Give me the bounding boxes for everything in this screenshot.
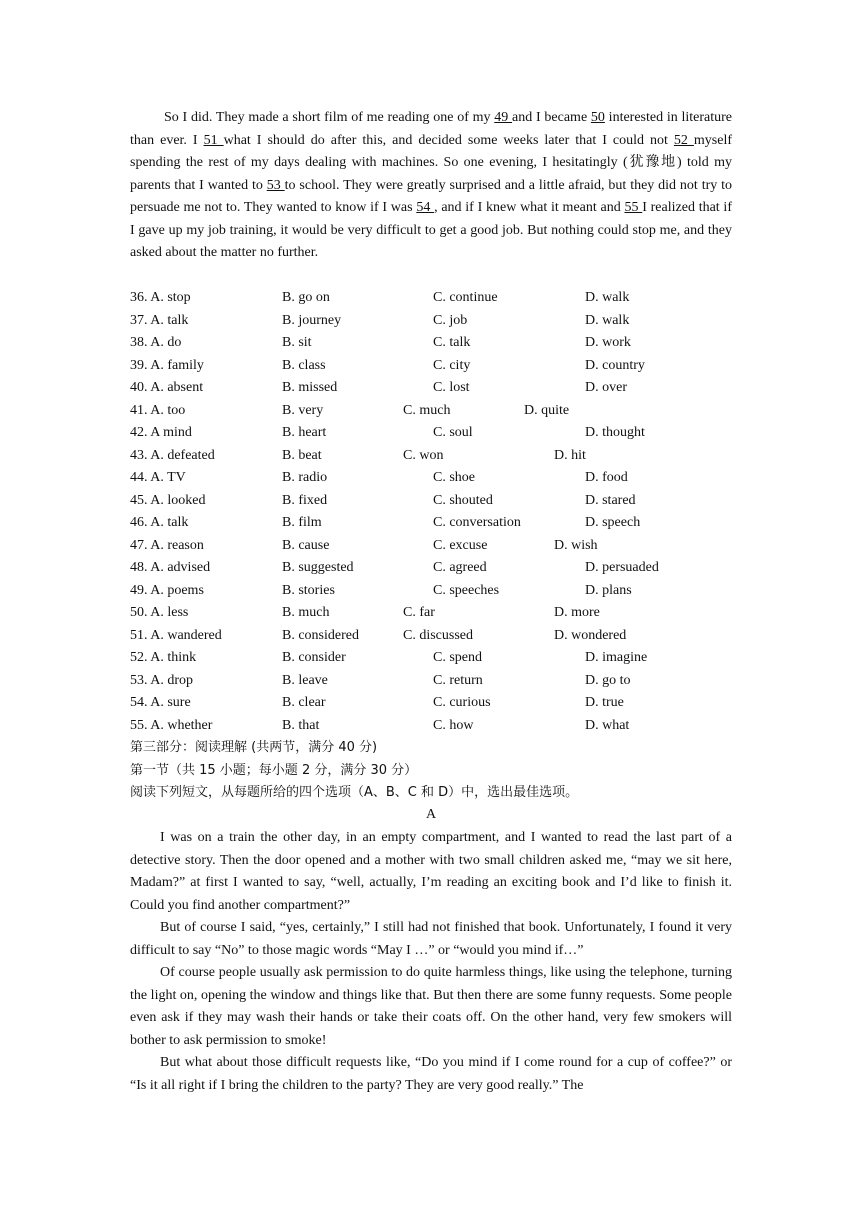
reading-paragraph-3: Of course people usually ask permission to do quite harmless things, like using the telephone, turning the light on, opening the window and things like that. But then there are some funny requests. Some people even ask if they may wash their hands or take their coats off. On the other hand, very few smokers will bother to ask permission to smoke! — [130, 965, 732, 1048]
option-a: 55. A. whether — [130, 717, 213, 733]
passage-text: myself spending the rest of my days dealing with machines. So one evening, I hesitatingly (犹豫地) told my parents that I wanted to — [130, 132, 733, 193]
option-a: 42. A mind — [130, 425, 192, 440]
part-three-heading: 第三部分：阅读理解 (共两节，满分 40 分) — [130, 740, 378, 755]
question-row — [130, 377, 750, 400]
option-b: B. suggested — [282, 560, 354, 575]
option-d: D. work — [585, 335, 631, 350]
option-b: B. fixed — [282, 492, 328, 508]
question-row — [130, 422, 750, 445]
option-b: B. radio — [282, 470, 328, 485]
option-d: D. quite — [524, 402, 570, 418]
question-row — [130, 355, 750, 378]
option-d: D. speech — [585, 515, 641, 530]
option-c: C. return — [433, 672, 483, 688]
option-b: B. leave — [282, 672, 328, 688]
option-a: 51. A. wandered — [130, 627, 222, 643]
option-c: C. won — [403, 447, 444, 463]
option-a: 53. A. drop — [130, 672, 193, 688]
section-one-heading: 第一节（共 15 小题；每小题 2 分，满分 30 分） — [130, 762, 418, 778]
option-c: C. how — [433, 717, 474, 733]
option-a: 39. A. family — [130, 357, 204, 373]
option-c: C. much — [403, 402, 451, 418]
option-b: B. class — [282, 357, 326, 373]
option-c: C. soul — [433, 425, 473, 440]
option-c: C. spend — [433, 650, 482, 665]
option-c: C. far — [403, 605, 435, 620]
option-a: 43. A. defeated — [130, 447, 215, 463]
option-d: D. over — [585, 380, 627, 395]
blank-50: 50 — [590, 110, 605, 125]
reading-passage — [130, 827, 732, 1097]
instructions-text: 阅读下列短文，从每题所给的四个选项（A、B、C 和 D）中，选出最佳选项。 — [130, 785, 579, 800]
question-row — [130, 557, 750, 580]
option-a: 46. A. talk — [130, 515, 189, 530]
option-c: C. talk — [433, 335, 471, 350]
option-b: B. film — [282, 515, 322, 530]
option-b: B. go on — [282, 290, 330, 305]
passage-text: So I did. They made a short film of me reading one of my — [164, 110, 495, 125]
option-c: C. shouted — [433, 492, 493, 508]
option-d: D. wondered — [554, 627, 627, 643]
passage-text: , and if I knew what it meant and — [434, 200, 625, 215]
passage-label: A — [425, 807, 437, 822]
option-a: 40. A. absent — [130, 380, 204, 395]
option-d: D. walk — [585, 312, 630, 328]
blank-52: 52 — [673, 132, 694, 148]
option-d: D. stared — [585, 492, 636, 508]
option-d: D. persuaded — [585, 560, 659, 575]
option-d: D. true — [585, 695, 624, 710]
question-row — [130, 580, 750, 603]
option-d: D. wish — [554, 537, 598, 553]
passage-text: I realized that if I gave up my job training, it would be very difficult to get a good job. But nothing could stop me, and they asked about the matter no further. — [130, 200, 732, 260]
option-c: C. excuse — [433, 537, 488, 553]
option-c: C. conversation — [433, 515, 521, 530]
section-header — [130, 737, 750, 805]
passage-text: and I became — [512, 110, 591, 125]
question-row — [130, 332, 750, 355]
options-list — [130, 287, 750, 737]
option-a: 52. A. think — [130, 650, 197, 665]
question-row — [130, 715, 750, 738]
cloze-paragraph — [130, 107, 732, 265]
option-a: 36. A. stop — [130, 290, 191, 305]
question-row — [130, 467, 750, 490]
option-b: B. that — [282, 717, 320, 733]
passage-text: interested in literature than ever. I — [130, 110, 733, 148]
option-c: C. lost — [433, 380, 470, 395]
blank-55: 55 — [624, 200, 643, 215]
option-b: B. missed — [282, 380, 338, 395]
question-row — [130, 400, 750, 423]
option-a: 37. A. talk — [130, 312, 189, 328]
question-row — [130, 310, 750, 333]
question-row — [130, 602, 750, 625]
option-a: 44. A. TV — [130, 470, 186, 485]
option-a: 38. A. do — [130, 335, 182, 350]
option-a: 47. A. reason — [130, 537, 204, 553]
option-b: B. consider — [282, 650, 346, 665]
option-c: C. speeches — [433, 582, 500, 598]
question-row — [130, 647, 750, 670]
question-row — [130, 670, 750, 693]
option-d: D. what — [585, 717, 630, 733]
blank-54: 54 — [416, 200, 435, 215]
blank-49: 49 — [494, 110, 513, 125]
option-b: B. considered — [282, 627, 359, 643]
passage-text: what I should do after this, and decided some weeks later that I could not — [223, 132, 674, 148]
option-c: C. curious — [433, 695, 491, 710]
option-d: D. walk — [585, 290, 630, 305]
option-c: C. continue — [433, 290, 498, 305]
question-row — [130, 490, 750, 513]
option-a: 41. A. too — [130, 402, 186, 418]
question-row — [130, 287, 750, 310]
option-d: D. imagine — [585, 650, 648, 665]
option-b: B. beat — [282, 447, 322, 463]
option-d: D. hit — [554, 447, 586, 463]
option-d: D. plans — [585, 582, 632, 598]
option-c: C. job — [433, 312, 468, 328]
option-d: D. country — [585, 357, 645, 373]
option-a: 54. A. sure — [130, 695, 191, 710]
option-a: 45. A. looked — [130, 492, 206, 508]
passage-text: to school. They were greatly surprised and a little afraid, but they did not try to persuade me not to. They wanted to know if I was — [130, 177, 733, 215]
reading-paragraph-2: But of course I said, “yes, certainly,” I still had not finished that book. Unfortunately, I found it very difficult to say “No” to those magic words “May I …” or “would you mind if…” — [130, 920, 732, 958]
option-c: C. shoe — [433, 470, 475, 485]
option-d: D. thought — [585, 425, 645, 440]
option-c: C. agreed — [433, 560, 487, 575]
option-b: B. heart — [282, 425, 327, 440]
option-d: D. food — [585, 470, 628, 485]
option-b: B. cause — [282, 537, 330, 553]
option-b: B. stories — [282, 582, 335, 598]
option-b: B. clear — [282, 695, 326, 710]
question-row — [130, 512, 750, 535]
option-b: B. journey — [282, 312, 342, 328]
option-b: B. very — [282, 402, 324, 418]
blank-53: 53 — [266, 177, 285, 193]
reading-paragraph-1: I was on a train the other day, in an empty compartment, and I wanted to read the last part of a detective story. Then the door opened and a mother with two small children asked me, “may we sit here, Madam?” at first I wanted to say, “well, actually, I’m reading an exciting book and I’d like to finish it. Could you find another compartment?” — [130, 830, 732, 913]
option-d: D. more — [554, 605, 600, 620]
option-b: B. sit — [282, 335, 312, 350]
question-row — [130, 445, 750, 468]
cloze-passage — [130, 107, 732, 265]
question-row — [130, 535, 750, 558]
blank-51: 51 — [203, 132, 224, 148]
option-a: 48. A. advised — [130, 560, 211, 575]
reading-paragraph-4: But what about those difficult requests like, “Do you mind if I come round for a cup of coffee?” or “Is it all right if I bring the children to the party? They are very good really.” The — [130, 1055, 732, 1093]
option-a: 49. A. poems — [130, 582, 204, 598]
question-row — [130, 692, 750, 715]
option-c: C. discussed — [403, 627, 473, 643]
option-a: 50. A. less — [130, 605, 189, 620]
option-d: D. go to — [585, 672, 631, 688]
option-c: C. city — [433, 357, 471, 373]
option-b: B. much — [282, 605, 330, 620]
question-row — [130, 625, 750, 648]
